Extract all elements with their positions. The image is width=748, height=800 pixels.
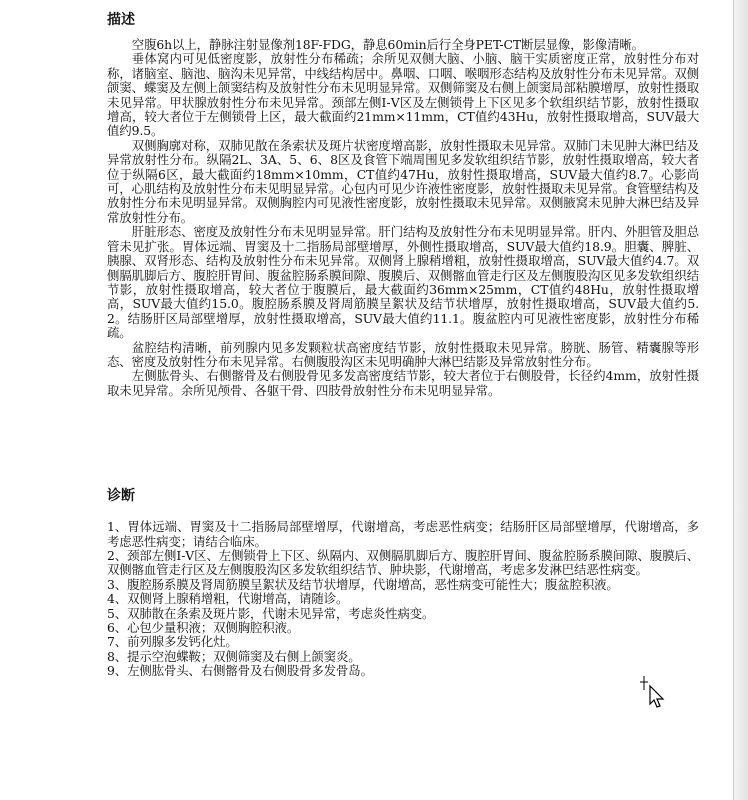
report-document bbox=[107, 10, 699, 679]
findings-title: 描述 bbox=[107, 12, 135, 28]
diagnosis-item: 2、颈部左侧Ⅰ-Ⅴ区、左侧锁骨上下区、纵隔内、双侧膈肌脚后方、腹腔肝胃间、腹盆腔肠系膜间隙、腹膜后、双侧髂血管走行区及左侧腹股沟区多发软组织结节、肿块影，代谢增高，考虑多发淋巴结恶性病变。 bbox=[107, 547, 699, 578]
findings-paragraph: 盆腔结构清晰，前列腺内见多发颗粒状高密度结节影，放射性摄取未见异常。膀胱、肠管、精囊腺等形态、密度及放射性分布未见异常。右侧腹股沟区未见明确肿大淋巴结影及异常放射性分布。 bbox=[107, 339, 699, 369]
findings-section bbox=[107, 38, 699, 398]
diagnosis-title: 诊断 bbox=[107, 488, 135, 505]
diagnosis-item: 3、腹腔肠系膜及肾周筋膜呈絮状及结节状增厚，代谢增高，恶性病变可能性大；腹盆腔积液。 bbox=[107, 576, 619, 592]
findings-paragraph: 垂体窝内可见低密度影，放射性分布稀疏；余所见双侧大脑、小脑、脑干实质密度正常，放射性分布对称，诸脑室、脑池、脑沟未见异常，中线结构居中。鼻咽、口咽、喉咽形态结构及放射性分布未见异常。双侧颌窦、蝶窦及左侧上颌窦结构及放射性分布未见明显异常。双侧筛窦及右侧上颌窦局部粘膜增厚，放射性摄取未见异常。甲状腺放射性分布未见异常。颈部左侧Ⅰ-Ⅴ区及左侧锁骨上下区见多个软组织结节影，放射性摄取增高，较大者位于左侧锁骨上区，最大截面约21mm×11mm，CT值约43Hu，放射性摄取增高，SUV最大值约9.5。 bbox=[107, 51, 699, 139]
page-scroll-edge[interactable] bbox=[733, 0, 748, 800]
diagnosis-section bbox=[107, 520, 699, 678]
diagnosis-item: 4、双侧肾上腺稍增粗，代谢增高，请随诊。 bbox=[107, 591, 349, 607]
diagnosis-item: 1、胃体远端、胃窦及十二指肠局部壁增厚，代谢增高，考虑恶性病变；结肠肝区局部壁增厚，代谢增高，多考虑恶性病变；请结合临床。 bbox=[107, 519, 699, 549]
diagnosis-item: 5、双肺散在条索及斑片影，代谢未见异常，考虑炎性病变。 bbox=[107, 605, 435, 621]
diagnosis-item: 8、提示空泡蝶鞍；双侧筛窦及右侧上颌窦炎。 bbox=[107, 648, 361, 664]
findings-paragraph: 左侧肱骨头、右侧髂骨及右侧股骨见多发高密度结节影，较大者位于右侧股骨，长径约4mm，放射性摄取未见异常。余所见颅骨、各躯干骨、四肢骨放射性分布未见明显异常。 bbox=[107, 368, 699, 398]
diagnosis-item: 9、左侧肱骨头、右侧髂骨及右侧股骨多发骨岛。 bbox=[107, 663, 373, 679]
findings-paragraph: 空腹6h以上，静脉注射显像剂18F-FDG，静息60min后行全身PET-CT断层显像，影像清晰。 bbox=[131, 37, 644, 52]
findings-paragraph: 肝脏形态、密度及放射性分布未见明显异常。肝门结构及放射性分布未见明显异常。肝内、外胆管及胆总管未见扩张。胃体远端、胃窦及十二指肠局部壁增厚，外侧性摄取增高，SUV最大值约18.9。胆囊、脾脏、胰腺、双肾形态、结构及放射性分布未见异常。双侧肾上腺稍增粗，放射性摄取增高，SUV最大值约4.7。双侧膈肌脚后方、腹腔肝胃间、腹盆腔肠系膜间隙、腹膜后、双侧髂血管走行区及左侧腹股沟区见多发软组织结节影，放射性摄取增高，较大者位于腹膜后，最大截面约36mm×25mm，CT值约48Hu，放射性摄取增高，SUV最大值约15.0。腹腔肠系膜及肾周筋膜呈絮状及结节状增厚，放射性摄取增高，SUV最大值约5.2。结肠肝区局部壁增厚，放射性摄取增高，SUV最大值约11.1。腹盆腔内可见液性密度影，放射性分布稀疏。 bbox=[107, 224, 699, 341]
diagnosis-item: 6、心包少量积液；双侧胸腔积液。 bbox=[107, 620, 300, 635]
findings-paragraph: 双侧胸廓对称，双肺见散在条索状及斑片状密度增高影，放射性摄取未见异常。双肺门未见肿大淋巴结及异常放射性分布。纵隔2L、3A、5、6、8区及食管下端周围见多发软组织结节影，放射性摄取增高，较大者位于纵隔6区，最大截面约18mm×10mm，CT值约47Hu，放射性摄取增高，SUV最大值约8.7。心影尚可，心肌结构及放射性分布未见明显异常。心包内可见少许液性密度影，放射性摄取未见异常。食管壁结构及放射性分布未见明显异常。双侧胸腔内可见液性密度影，放射性摄取未见异常。双侧腋窝未见肿大淋巴结及异常放射性分布。 bbox=[107, 137, 699, 225]
arrow-cursor-icon bbox=[640, 674, 668, 710]
diagnosis-item: 7、前列腺多发钙化灶。 bbox=[107, 634, 238, 650]
